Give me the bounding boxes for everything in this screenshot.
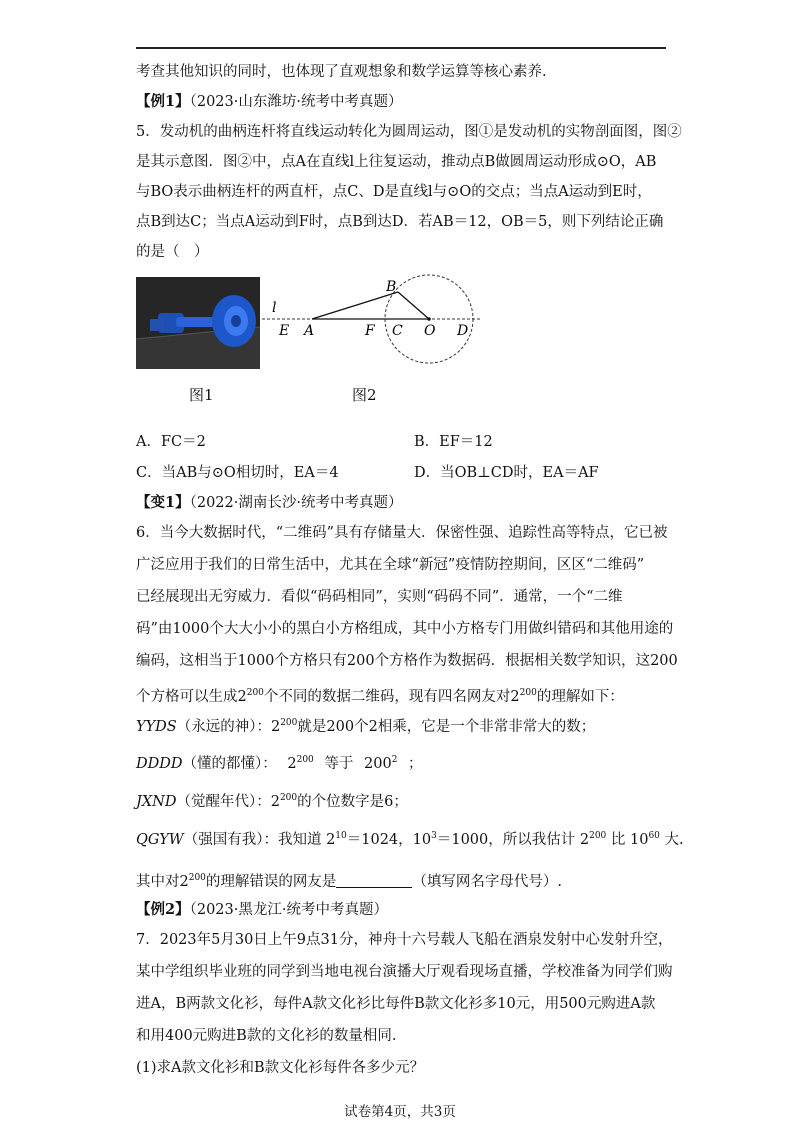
- label-l: l: [272, 300, 277, 316]
- dddd-name: DDDD: [136, 755, 183, 772]
- dddd-end: ；: [408, 755, 423, 772]
- qgyw-base: 2: [579, 831, 590, 848]
- q7-sub-question-1: (1)求A款文化衫和B款文化衫每件各多少元？: [136, 1060, 425, 1076]
- yyds-statement: [136, 713, 595, 737]
- answer-blank[interactable]: [336, 873, 412, 888]
- jxnd-text: 的个位数字是6；: [297, 793, 408, 810]
- q6-question-exp: 200: [188, 873, 206, 883]
- header-rule: [136, 47, 666, 49]
- option-d: D．当OB⊥CD时，EA＝AF: [414, 465, 599, 481]
- intro-text: 考查其他知识的同时，也体现了直观想象和数学运算等核心素养.: [136, 64, 547, 80]
- jxnd-exp: 200: [279, 793, 298, 803]
- example-2-header: [136, 900, 388, 920]
- q6-line-2: 广泛应用于我们的日常生活中，尤其在全球“新冠”疫情防控期间，区区“二维码”: [136, 557, 645, 573]
- dddd-exp2: 2: [391, 755, 398, 765]
- yyds-text: 就是200个2相乘，它是一个非常非常大的数；: [297, 718, 596, 735]
- option-b: B．EF＝12: [414, 434, 493, 450]
- qgyw-name: QGYW: [136, 831, 184, 848]
- label-f: F: [365, 323, 375, 339]
- q5-line-4: 点B到达C；当点A运动到F时，点B到达D．若AB＝12，OB＝5，则下列结论正确: [136, 214, 664, 230]
- dddd-note: （懂的都懂）：: [182, 755, 277, 772]
- q6-question: [136, 868, 562, 892]
- label-e: E: [279, 323, 290, 339]
- q6-line-6: [136, 683, 624, 707]
- label-o: O: [424, 323, 436, 339]
- label-d: D: [457, 323, 469, 339]
- q5-line-1: 5．发动机的曲柄连杆将直线运动转化为圆周运动，图①是发动机的实物剖面图，图②: [136, 124, 682, 140]
- q5-line-5: 的是（ ）: [136, 244, 209, 260]
- option-a: A．FC＝2: [136, 434, 206, 450]
- q5-line-3: 与BO表示曲柄连杆的两直杆，点C、D是直线l与⊙O的交点；当点A运动到E时，: [136, 184, 652, 200]
- qgyw-eq1-val: ＝1024，: [346, 831, 413, 848]
- q6-line-5: 编码，这相当于1000个方格只有200个方格作为数据码．根据相关数学知识，这200: [136, 653, 678, 669]
- rod-bo: [398, 292, 429, 319]
- figure-1-caption: 图1: [189, 386, 214, 404]
- example-2-tag: 【例2】: [136, 901, 190, 918]
- qgyw-end: 大.: [664, 831, 684, 848]
- q7-line-1: 7．2023年5月30日上午9点31分，神舟十六号载人飞船在酒泉发射中心发射升空，: [136, 932, 673, 948]
- yyds-name: YYDS: [136, 718, 177, 735]
- qgyw-eq1-exp: 10: [335, 831, 347, 841]
- q6-line-3: 已经展现出无穷威力．看似“码码相同”，实则“码码不同”．通常，一个“二维: [136, 589, 623, 605]
- q6-line-6-mid: 个不同的数据二维码，现有四名网友对2: [263, 688, 520, 705]
- jxnd-statement: [136, 788, 408, 812]
- dddd-base2: 200: [364, 755, 392, 772]
- example-2-source: （2023·黑龙江·统考中考真题）: [189, 902, 388, 918]
- yyds-exp: 200: [280, 718, 298, 728]
- label-b: B: [386, 279, 397, 295]
- qgyw-cmp: 比: [610, 831, 626, 848]
- qgyw-note: （强国有我）：我知道: [183, 831, 322, 848]
- qgyw-eq2-base: 10: [412, 831, 432, 848]
- qgyw-eq1-base: 2: [326, 831, 336, 848]
- q6-line-1: 6．当今大数据时代，“二维码”具有存储量大．保密性强、追踪性高等特点，它已被: [136, 525, 668, 541]
- variation-1-header: [136, 493, 402, 513]
- option-c: C．当AB与⊙O相切时，EA＝4: [136, 465, 339, 481]
- example-1-source: （2023·山东潍坊·统考中考真题）: [189, 94, 403, 110]
- q6-question-pre: 其中对2: [136, 873, 189, 890]
- qgyw-exp2: 60: [648, 831, 660, 841]
- qgyw-eq2-val: ＝1000: [436, 831, 489, 848]
- figure-2-caption: 图2: [352, 386, 377, 404]
- jxnd-name: JXND: [136, 793, 177, 810]
- dddd-statement: [136, 750, 423, 774]
- example-1-tag: 【例1】: [136, 93, 190, 110]
- exp-200-b: 200: [519, 688, 537, 698]
- q6-line-6-pre: 个方格可以生成2: [136, 688, 247, 705]
- variation-1-source: （2022·湖南长沙·统考中考真题）: [189, 495, 403, 511]
- yyds-note: （永远的神）：2: [176, 718, 281, 735]
- q7-line-3: 进A，B两款文化衫，每件A款文化衫比每件B款文化衫多10元，用500元购进A款: [136, 996, 656, 1012]
- example-1-header: [136, 92, 402, 112]
- qgyw-statement: [136, 826, 684, 850]
- dddd-mid: 等于: [324, 755, 354, 772]
- jxnd-note: （觉醒年代）：2: [176, 793, 280, 810]
- q7-line-2: 某中学组织毕业班的同学到当地电视台演播大厅观看现场直播，学校准备为同学们购: [136, 964, 673, 980]
- crank-diagram: [262, 272, 492, 378]
- q7-line-4: 和用400元购进B款的文化衫的数量相同.: [136, 1028, 397, 1044]
- q6-line-4: 码”由1000个大大小小的黑白小方格组成，其中小方格专门用做纠错码和其他用途的: [136, 621, 674, 637]
- q6-line-6-post: 的理解如下：: [536, 688, 624, 705]
- qgyw-mid: ，所以我估计: [488, 831, 576, 848]
- label-a: A: [304, 323, 315, 339]
- engine-photo-illustration: [136, 277, 260, 369]
- q6-question-end: （填写网名字母代号）.: [412, 873, 563, 890]
- variation-1-tag: 【变1】: [136, 494, 190, 511]
- dddd-exp: 200: [296, 755, 314, 765]
- qgyw-eq2-exp: 3: [431, 831, 437, 841]
- page-footer: 试卷第4页，共3页: [344, 1104, 456, 1120]
- label-c: C: [392, 323, 403, 339]
- qgyw-base2: 10: [630, 831, 649, 848]
- engine-photo-figure: [136, 277, 260, 369]
- dddd-base: 2: [287, 755, 297, 772]
- qgyw-exp: 200: [589, 831, 607, 841]
- exp-200-a: 200: [246, 688, 264, 698]
- q5-line-2: 是其示意图．图②中，点A在直线l上往复运动，推动点B做圆周运动形成⊙O，AB: [136, 154, 657, 170]
- point-o: [427, 317, 431, 321]
- q6-question-post: 的理解错误的网友是: [205, 873, 337, 890]
